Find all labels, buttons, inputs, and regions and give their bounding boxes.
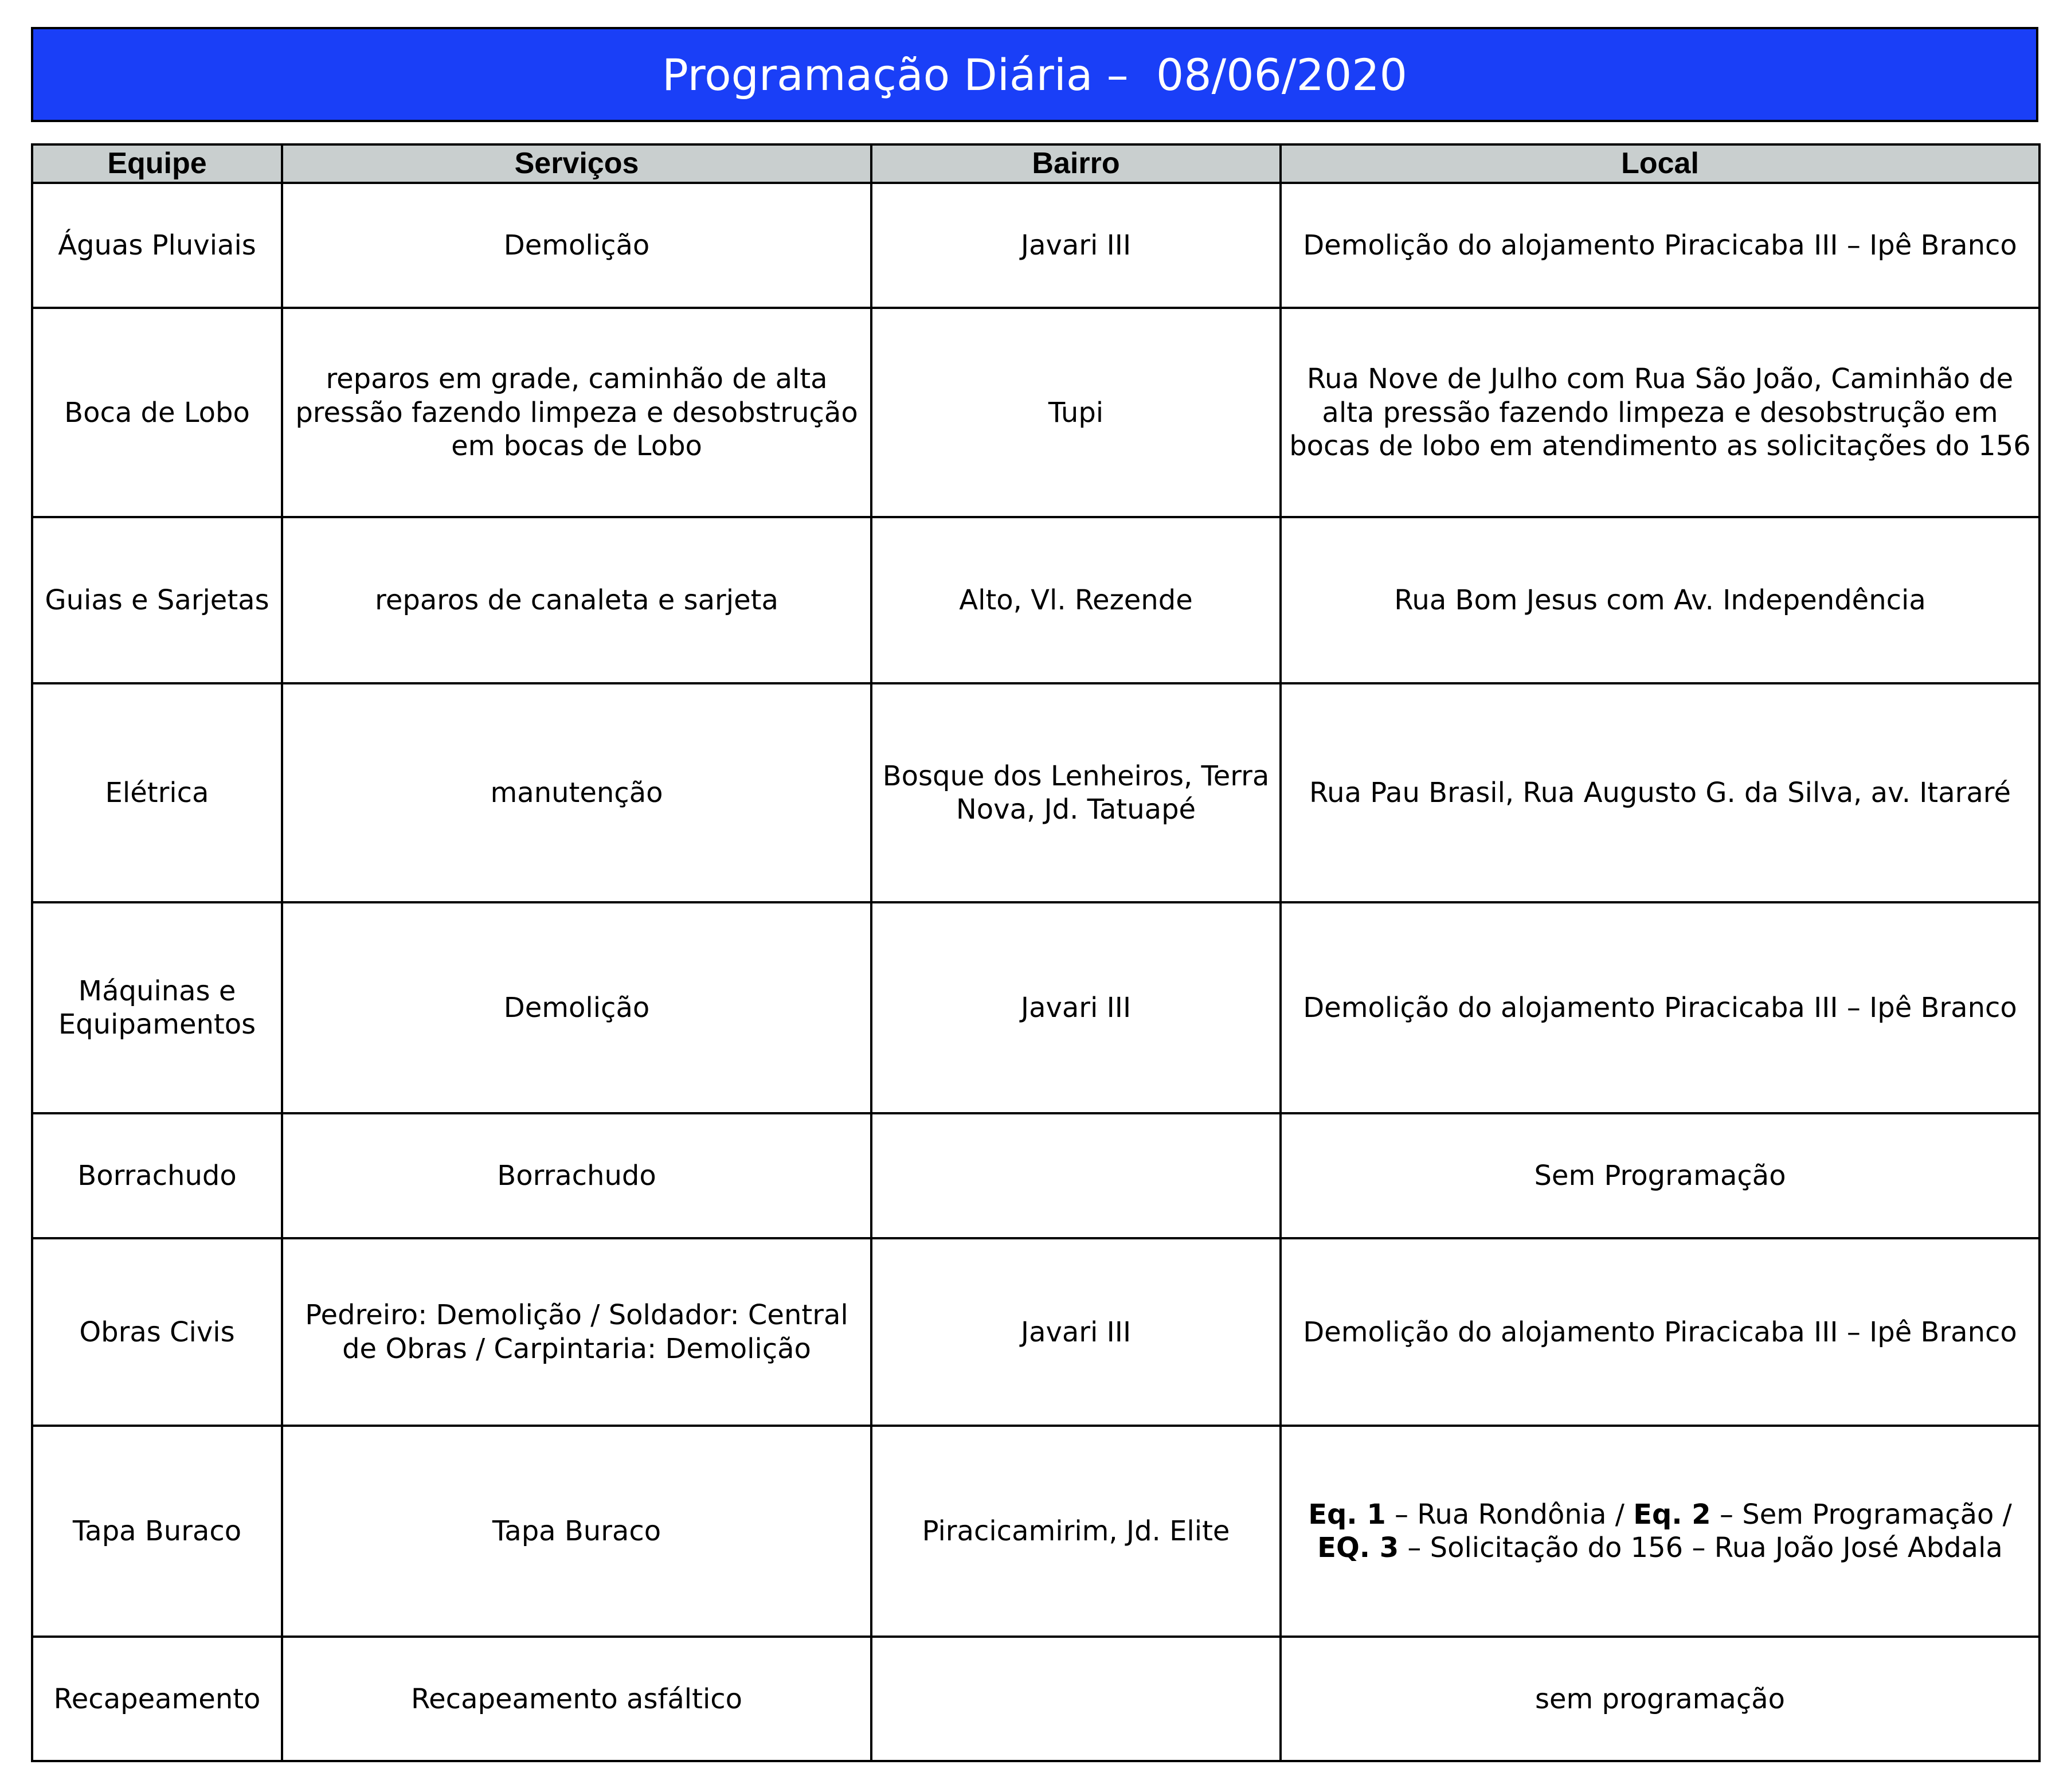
table-row xyxy=(32,183,2039,308)
team-1-label: Eq. 1 xyxy=(1308,1498,1386,1531)
cell-local: Demolição do alojamento Piracicaba III – Ipê Branco xyxy=(1281,1238,2039,1426)
table-row xyxy=(32,517,2039,683)
cell-local: Demolição do alojamento Piracicaba III – Ipê Branco xyxy=(1281,902,2039,1113)
cell-equipe: Borrachudo xyxy=(32,1113,282,1238)
table-row xyxy=(32,1238,2039,1426)
cell-equipe: Boca de Lobo xyxy=(32,308,282,517)
table-row xyxy=(32,902,2039,1113)
column-header-equipe: Equipe xyxy=(32,144,282,183)
team-2-label: Eq. 2 xyxy=(1633,1498,1711,1531)
cell-equipe: Tapa Buraco xyxy=(32,1426,282,1637)
team-3-label: EQ. 3 xyxy=(1317,1532,1399,1564)
cell-bairro: Javari III xyxy=(871,902,1281,1113)
team-1-text: – Rua Rondônia / xyxy=(1385,1498,1634,1531)
cell-equipe: Obras Civis xyxy=(32,1238,282,1426)
cell-bairro xyxy=(871,1637,1281,1761)
cell-local: Rua Pau Brasil, Rua Augusto G. da Silva, av. Itararé xyxy=(1281,683,2039,902)
cell-servicos: Recapeamento asfáltico xyxy=(282,1637,871,1761)
cell-servicos: Borrachudo xyxy=(282,1113,871,1238)
cell-equipe: Águas Pluviais xyxy=(32,183,282,308)
cell-equipe: Elétrica xyxy=(32,683,282,902)
cell-bairro: Bosque dos Lenheiros, Terra Nova, Jd. Tatuapé xyxy=(871,683,1281,902)
table-row xyxy=(32,1426,2039,1637)
cell-servicos: reparos em grade, caminhão de alta pressão fazendo limpeza e desobstrução em bocas de Lobo xyxy=(282,308,871,517)
cell-bairro: Javari III xyxy=(871,183,1281,308)
cell-bairro: Javari III xyxy=(871,1238,1281,1426)
cell-local: Rua Nove de Julho com Rua São João, Caminhão de alta pressão fazendo limpeza e desobstrução em bocas de lobo em atendimento as solicitações do 156 xyxy=(1281,308,2039,517)
cell-local xyxy=(1281,1426,2039,1637)
cell-servicos: Demolição xyxy=(282,902,871,1113)
cell-servicos: Demolição xyxy=(282,183,871,308)
cell-servicos: reparos de canaleta e sarjeta xyxy=(282,517,871,683)
schedule-table xyxy=(31,143,2041,1762)
cell-bairro: Alto, Vl. Rezende xyxy=(871,517,1281,683)
cell-servicos: Pedreiro: Demolição / Soldador: Central de Obras / Carpintaria: Demolição xyxy=(282,1238,871,1426)
cell-bairro: Piracicamirim, Jd. Elite xyxy=(871,1426,1281,1637)
column-header-bairro: Bairro xyxy=(871,144,1281,183)
cell-bairro xyxy=(871,1113,1281,1238)
cell-bairro: Tupi xyxy=(871,308,1281,517)
table-row xyxy=(32,1637,2039,1761)
cell-servicos: manutenção xyxy=(282,683,871,902)
page-title: Programação Diária – 08/06/2020 xyxy=(31,27,2038,122)
table-row xyxy=(32,1113,2039,1238)
table-row xyxy=(32,683,2039,902)
table-row xyxy=(32,308,2039,517)
cell-local: Sem Programação xyxy=(1281,1113,2039,1238)
cell-equipe: Máquinas e Equipamentos xyxy=(32,902,282,1113)
team-3-text: – Solicitação do 156 – Rua João José Abdala xyxy=(1399,1532,2003,1564)
column-header-local: Local xyxy=(1281,144,2039,183)
cell-servicos: Tapa Buraco xyxy=(282,1426,871,1637)
cell-local: sem programação xyxy=(1281,1637,2039,1761)
cell-local: Rua Bom Jesus com Av. Independência xyxy=(1281,517,2039,683)
table-header-row xyxy=(32,144,2039,183)
cell-equipe: Recapeamento xyxy=(32,1637,282,1761)
team-2-text: – Sem Programação / xyxy=(1710,1498,2012,1531)
cell-equipe: Guias e Sarjetas xyxy=(32,517,282,683)
column-header-servicos: Serviços xyxy=(282,144,871,183)
cell-local: Demolição do alojamento Piracicaba III – Ipê Branco xyxy=(1281,183,2039,308)
